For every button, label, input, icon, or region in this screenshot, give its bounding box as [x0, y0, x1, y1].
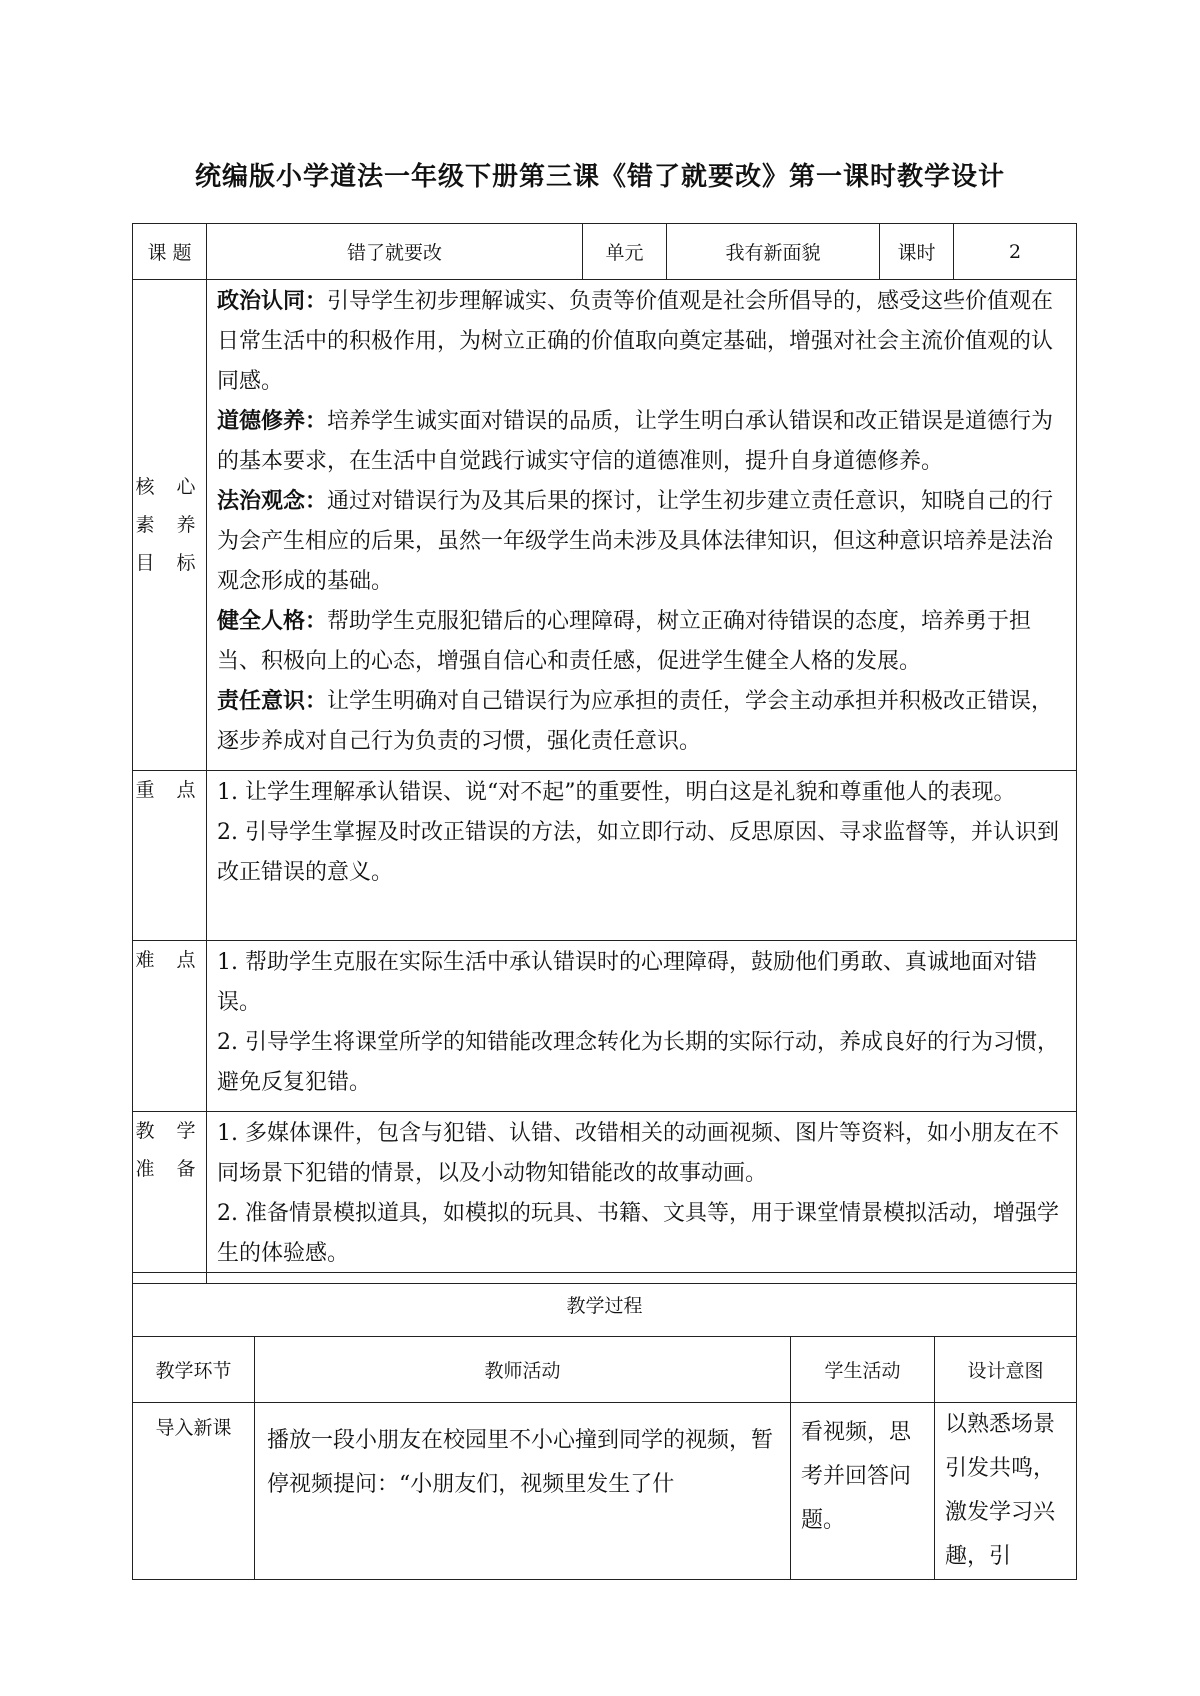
header-stage: 教学环节	[133, 1337, 255, 1403]
header-student: 学生活动	[791, 1337, 935, 1403]
header-intent: 设计意图	[935, 1337, 1077, 1403]
key-points	[207, 771, 1077, 941]
core-goals	[207, 280, 1077, 771]
core-item: 道德修养：培养学生诚实面对错误的品质，让学生明白承认错误和改正错误是道德行为的基本要求，在生活中自觉践行诚实守信的道德准则，提升自身道德修养。	[217, 409, 1054, 474]
stage-cell: 导入新课	[133, 1403, 255, 1580]
difficulty-item: 2. 引导学生将课堂所学的知错能改理念转化为长期的实际行动，养成良好的行为习惯，避免反复犯错。	[217, 1030, 1059, 1095]
page-title: 统编版小学道法一年级下册第三课《错了就要改》第一课时教学设计	[194, 162, 1005, 192]
period-label: 课时	[880, 224, 954, 280]
topic-label: 课 题	[133, 224, 207, 280]
preparation-label: 教 学 准 备	[133, 1112, 207, 1284]
preparation-item: 2. 准备情景模拟道具，如模拟的玩具、书籍、文具等，用于课堂情景模拟活动，增强学生的体验感。	[217, 1201, 1059, 1266]
key-points-label: 重 点	[133, 771, 207, 941]
student-activity-cell: 看视频，思考并回答问题。	[791, 1403, 935, 1580]
lesson-info-table	[132, 223, 1077, 1284]
teacher-activity-cell: 播放一段小朋友在校园里不小心撞到同学的视频，暂停视频提问：“小朋友们，视频里发生了什	[255, 1403, 791, 1580]
core-label: 核 心 素 养 目 标	[133, 280, 207, 771]
difficulty-item: 1. 帮助学生克服在实际生活中承认错误时的心理障碍，鼓励他们勇敢、真诚地面对错误。	[217, 950, 1037, 1015]
topic-value: 错了就要改	[207, 224, 583, 280]
key-point-item: 2. 引导学生掌握及时改正错误的方法，如立即行动、反思原因、寻求监督等，并认识到改正错误的意义。	[217, 820, 1059, 885]
key-point-item: 1. 让学生理解承认错误、说“对不起”的重要性，明白这是礼貌和尊重他人的表现。	[217, 780, 1016, 805]
core-item: 责任意识：让学生明确对自己错误行为应承担的责任，学会主动承担并积极改正错误，逐步养成对自己行为负责的习惯，强化责任意识。	[217, 689, 1054, 754]
difficulties-label: 难 点	[133, 941, 207, 1112]
header-teacher: 教师活动	[255, 1337, 791, 1403]
teaching-process-table	[132, 1272, 1077, 1580]
design-intent-cell: 以熟悉场景引发共鸣，激发学习兴趣，引	[935, 1403, 1077, 1580]
core-item: 政治认同：引导学生初步理解诚实、负责等价值观是社会所倡导的，感受这些价值观在日常生活中的积极作用，为树立正确的价值取向奠定基础，增强对社会主流价值观的认同感。	[217, 289, 1054, 394]
preparation	[207, 1112, 1077, 1284]
period-value: 2	[954, 224, 1077, 280]
core-item: 法治观念：通过对错误行为及其后果的探讨，让学生初步建立责任意识，知晓自己的行为会产生相应的后果，虽然一年级学生尚未涉及具体法律知识，但这种意识培养是法治观念形成的基础。	[217, 489, 1054, 594]
unit-label: 单元	[583, 224, 667, 280]
preparation-item: 1. 多媒体课件，包含与犯错、认错、改错相关的动画视频、图片等资料，如小朋友在不同场景下犯错的情景，以及小动物知错能改的故事动画。	[217, 1121, 1059, 1186]
process-title: 教学过程	[133, 1273, 1077, 1337]
unit-value: 我有新面貌	[667, 224, 880, 280]
core-item: 健全人格：帮助学生克服犯错后的心理障碍，树立正确对待错误的态度，培养勇于担当、积极向上的心态，增强自信心和责任感，促进学生健全人格的发展。	[217, 609, 1032, 674]
difficulties	[207, 941, 1077, 1112]
